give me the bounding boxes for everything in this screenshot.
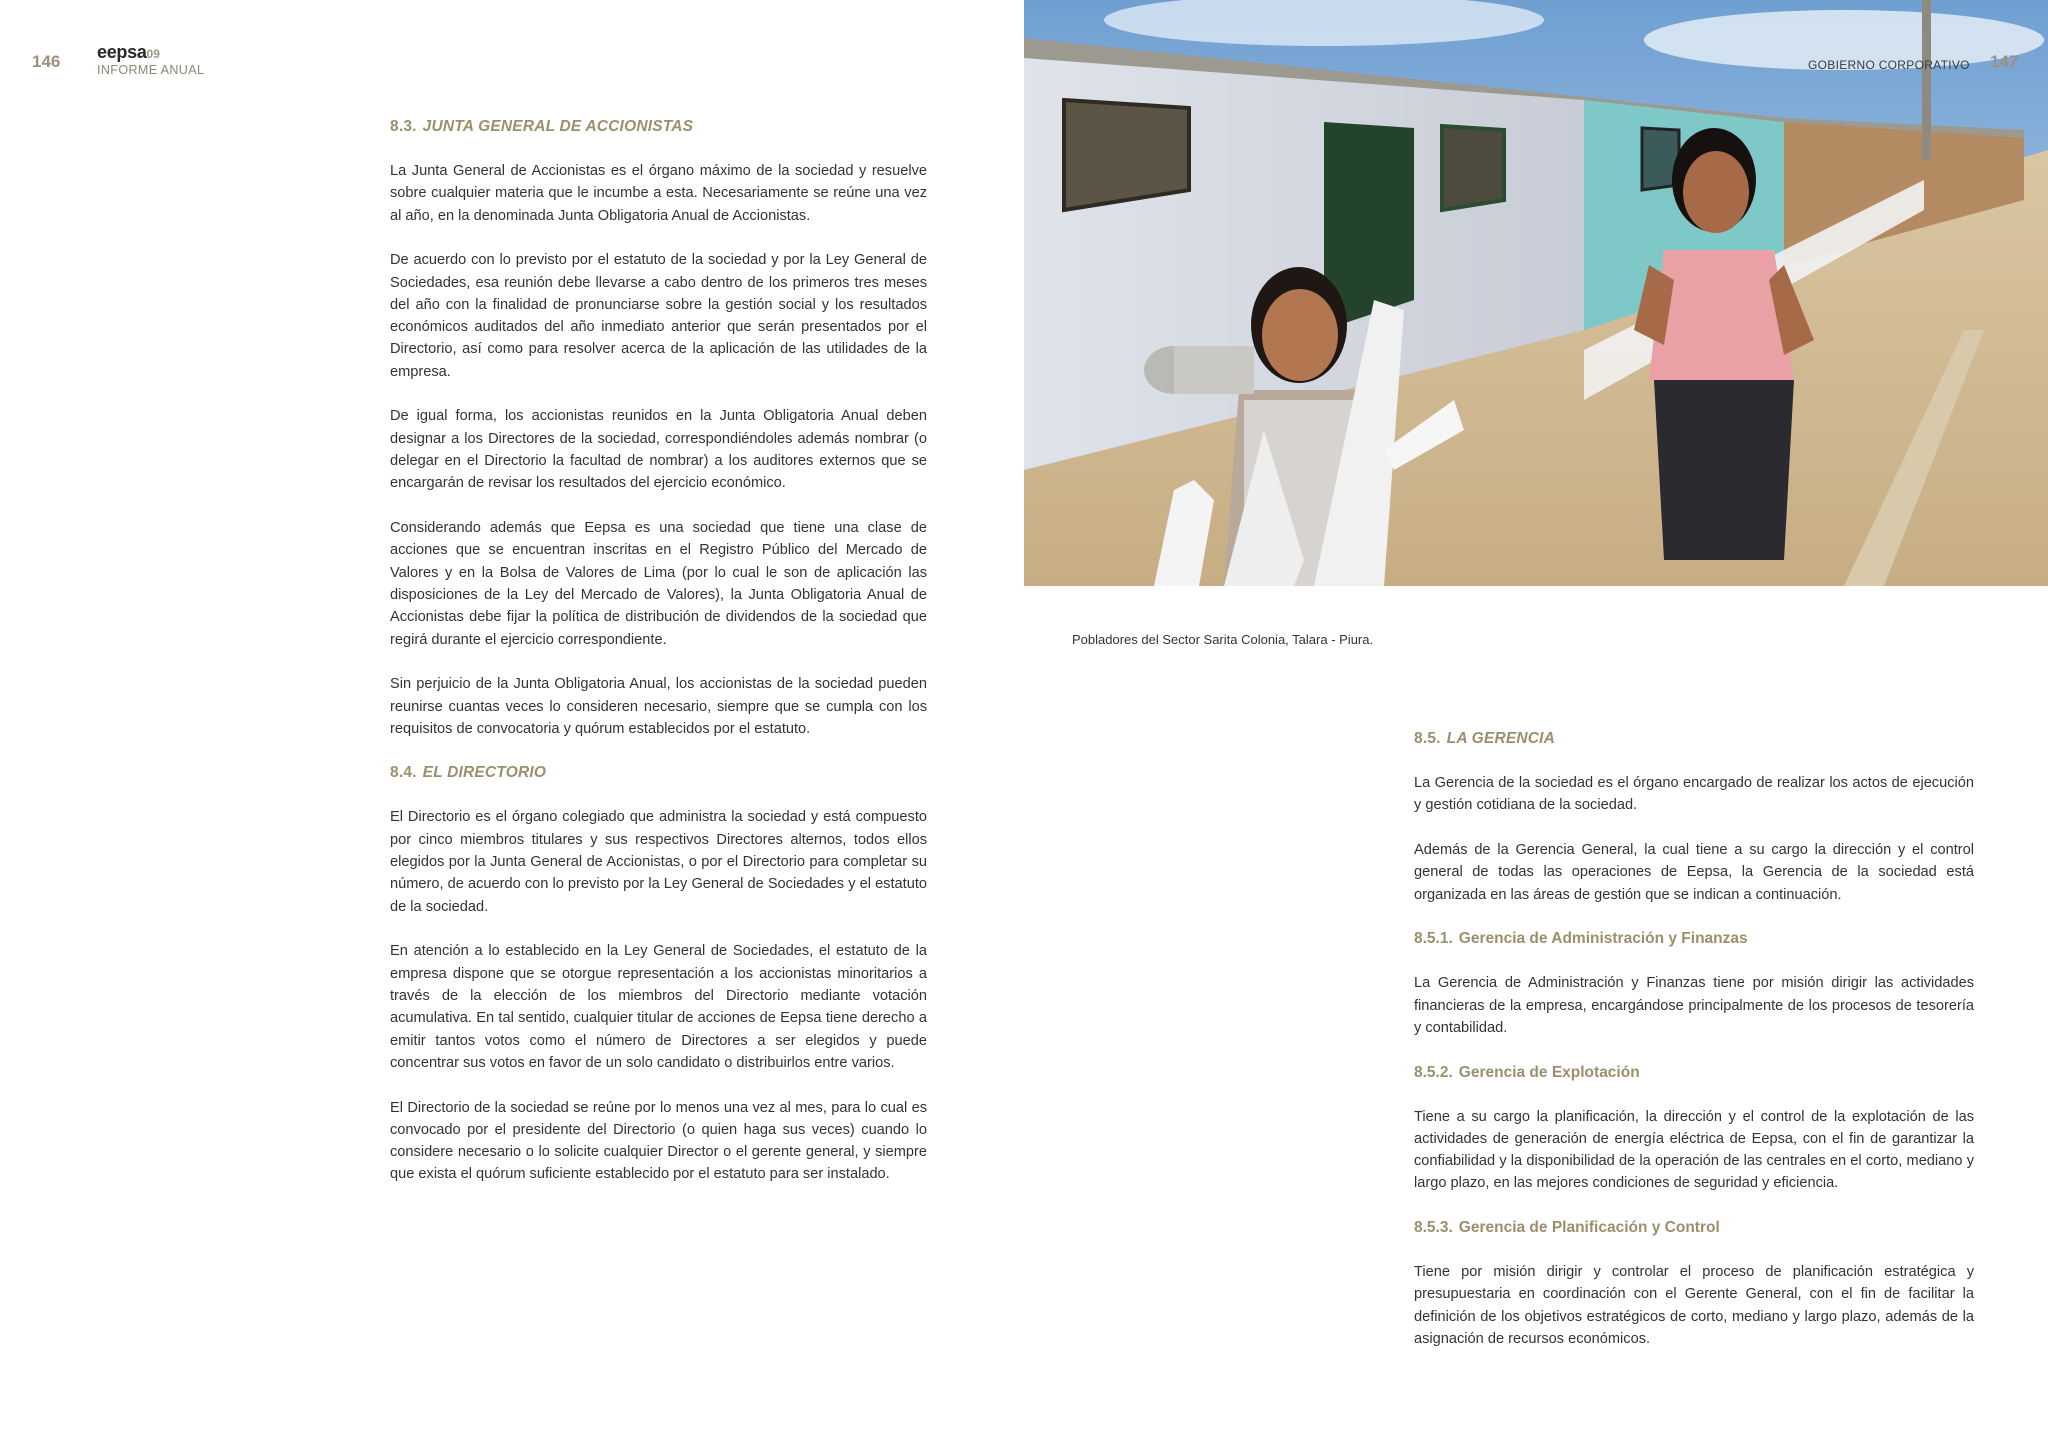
left-column: [390, 116, 927, 1186]
right-column: [1414, 728, 1974, 1350]
paragraph: Tiene a su cargo la planificación, la dirección y el control de la explotación de las actividades de generación de energía eléctrica de Eepsa, con el fin de garantizar la confiabilidad y la disponibilidad de la operación de las centrales en el corto, mediano y largo plazo, en las mejores condiciones de seguridad y eficiencia.: [1414, 1108, 1974, 1192]
section-heading-8-3: 8.3. JUNTA GENERAL DE ACCIONISTAS: [390, 118, 694, 135]
section-heading-8-4: 8.4. EL DIRECTORIO: [390, 764, 547, 782]
paragraph: La Junta General de Accionistas es el órgano máximo de la sociedad y resuelve sobre cualquier materia que le incumbe a esta. Necesariamente se reúne una vez al año, en la denominada Junta Obligatoria Anual de Accionistas.: [390, 163, 927, 224]
paragraph: La Gerencia de Administración y Finanzas tiene por misión dirigir las actividades financieras de la empresa, encargándose principalmente de los procesos de tesorería y contabilidad.: [1414, 975, 1974, 1036]
right-page: [1024, 0, 2048, 1448]
photo-illustration: [1024, 0, 2048, 586]
subsection-heading-8-5-2: 8.5.2. Gerencia de Explotación: [1414, 1063, 1640, 1081]
subsection-heading-8-5-1: 8.5.1. Gerencia de Administración y Finanzas: [1414, 930, 1748, 948]
brand-name: eepsa: [97, 42, 147, 62]
paragraph: Tiene por misión dirigir y controlar el proceso de planificación estratégica y presupuestaria en coordinación con el Gerente General, con el fin de facilitar la definición de los objetivos estratégicos de corto, mediano y largo plazo, además de la asignación de recursos económicos.: [1414, 1264, 1974, 1348]
paragraph: En atención a lo establecido en la Ley General de Sociedades, el estatuto de la empresa dispone que se otorgue representación a los accionistas minoritarios a través de la elección de los miembros del Directorio mediante votación acumulativa. En tal sentido, cualquier titular de acciones de Eepsa tiene derecho a emitir tantos votos como el número de Directores a ser elegidos y puede concentrar sus votos en favor de un solo candidato o distribuirlos entre varios.: [390, 943, 927, 1071]
photo-caption: Pobladores del Sector Sarita Colonia, Talara - Piura.: [1072, 632, 1374, 647]
paragraph: Además de la Gerencia General, la cual tiene a su cargo la dirección y el control general de todas las operaciones de Eepsa, la Gerencia de la sociedad está organizada en las áreas de gestión que se indican a continuación.: [1414, 841, 1974, 903]
brand-subtitle: INFORME ANUAL: [97, 63, 205, 77]
brand-logo: [97, 42, 204, 77]
section-heading-8-5: 8.5. LA GERENCIA: [1414, 730, 1556, 747]
brand-year: 09: [146, 47, 160, 61]
subsection-heading-8-5-3: 8.5.3. Gerencia de Planificación y Control: [1414, 1219, 1720, 1237]
section-label: GOBIERNO CORPORATIVO: [1808, 58, 1970, 72]
page-number-left: 146: [32, 52, 61, 71]
paragraph: Sin perjuicio de la Junta Obligatoria Anual, los accionistas de la sociedad pueden reunirse cuantas veces lo consideren necesario, siempre que se cumpla con los requisitos de convocatoria y quórum establecidos por el estatuto.: [390, 676, 927, 737]
photo-residents: [1024, 0, 2048, 586]
paragraph: El Directorio de la sociedad se reúne por lo menos una vez al mes, para lo cual es convocado por el presidente del Directorio (o quien haga sus veces) cuando lo considere necesario o lo solicite cualquier Director o el gerente general, y siempre que exista el quórum suficiente establecido por el estatuto para ser instalado.: [390, 1099, 927, 1183]
paragraph: Considerando además que Eepsa es una sociedad que tiene una clase de acciones que se encuentran inscritas en el Registro Público del Mercado de Valores y en la Bolsa de Valores de Lima (por lo cual le son de aplicación las disposiciones de la Ley del Mercado de Valores), la Junta Obligatoria Anual de Accionistas debe fijar la política de distribución de dividendos de la sociedad que regirá durante el ejercicio correspondiente.: [390, 520, 927, 648]
paragraph: La Gerencia de la sociedad es el órgano encargado de realizar los actos de ejecución y gestión cotidiana de la sociedad.: [1414, 775, 1974, 814]
paragraph: De igual forma, los accionistas reunidos en la Junta Obligatoria Anual deben designar a los Directores de la sociedad, correspondiéndoles además nombrar (o delegar en el Directorio la facultad de nombrar) a los auditores externos que se encargarán de revisar los resultados del ejercicio económico.: [390, 408, 927, 492]
paragraph: El Directorio es el órgano colegiado que administra la sociedad y está compuesto por cinco miembros titulares y sus respectivos Directores alternos, todos ellos elegidos por la Junta General de Accionistas, o por el Directorio para completar su número, de acuerdo con lo previsto por la Ley General de Sociedades y el estatuto de la sociedad.: [390, 809, 927, 915]
paragraph: De acuerdo con lo previsto por el estatuto de la sociedad y por la Ley General de Sociedades, esa reunión debe llevarse a cabo dentro de los primeros tres meses del año con la finalidad de pronunciarse sobre la gestión social y los resultados económicos auditados del año inmediato anterior que serán presentados por el Directorio, así como para resolver acerca de la aplicación de las utilidades de la empresa.: [390, 252, 927, 380]
page-number-right: 147: [1990, 52, 2019, 71]
